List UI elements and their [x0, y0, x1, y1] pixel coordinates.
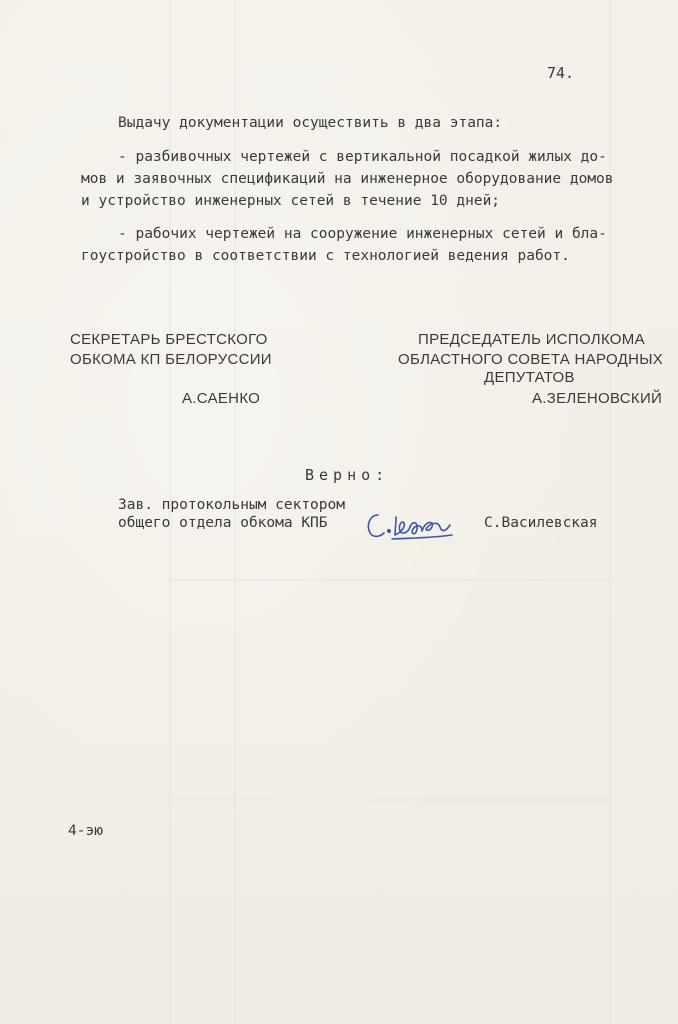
- certifier-position: общего отдела обкома КПБ: [118, 515, 328, 531]
- left-signatory-name: А.САЕНКО: [182, 390, 261, 407]
- certifier-position: Зав. протокольным сектором: [118, 497, 345, 513]
- right-signatory-name: А.ЗЕЛЕНОВСКИЙ: [532, 390, 663, 407]
- handwritten-signature: [362, 505, 457, 543]
- right-signatory-title: ДЕПУТАТОВ: [484, 369, 575, 386]
- right-signatory-title: ОБЛАСТНОГО СОВЕТА НАРОДНЫХ: [398, 351, 664, 368]
- body-line: Выдачу документации осуществить в два этапа:: [118, 115, 503, 131]
- left-signatory-title: ОБКОМА КП БЕЛОРУССИИ: [70, 351, 272, 368]
- body-line: и устройство инженерных сетей в течение 10 дней;: [81, 193, 501, 209]
- certification-heading: Верно:: [305, 466, 390, 484]
- body-line: - разбивочных чертежей с вертикальной посадкой жилых до-: [118, 149, 607, 165]
- right-signatory-title: ПРЕДСЕДАТЕЛЬ ИСПОЛКОМА: [418, 331, 645, 348]
- footer-code: 4-эю: [68, 823, 103, 839]
- body-line: - рабочих чертежей на сооружение инженерных сетей и бла-: [118, 226, 607, 242]
- body-line: гоустройство в соответствии с технологией ведения работ.: [81, 248, 570, 264]
- left-signatory-title: СЕКРЕТАРЬ БРЕСТСКОГО: [70, 331, 268, 348]
- page-number: 74.: [547, 64, 575, 82]
- body-line: мов и заявочных спецификаций на инженерное оборудование домов: [81, 171, 614, 187]
- certifier-name: С.Василевская: [484, 515, 598, 531]
